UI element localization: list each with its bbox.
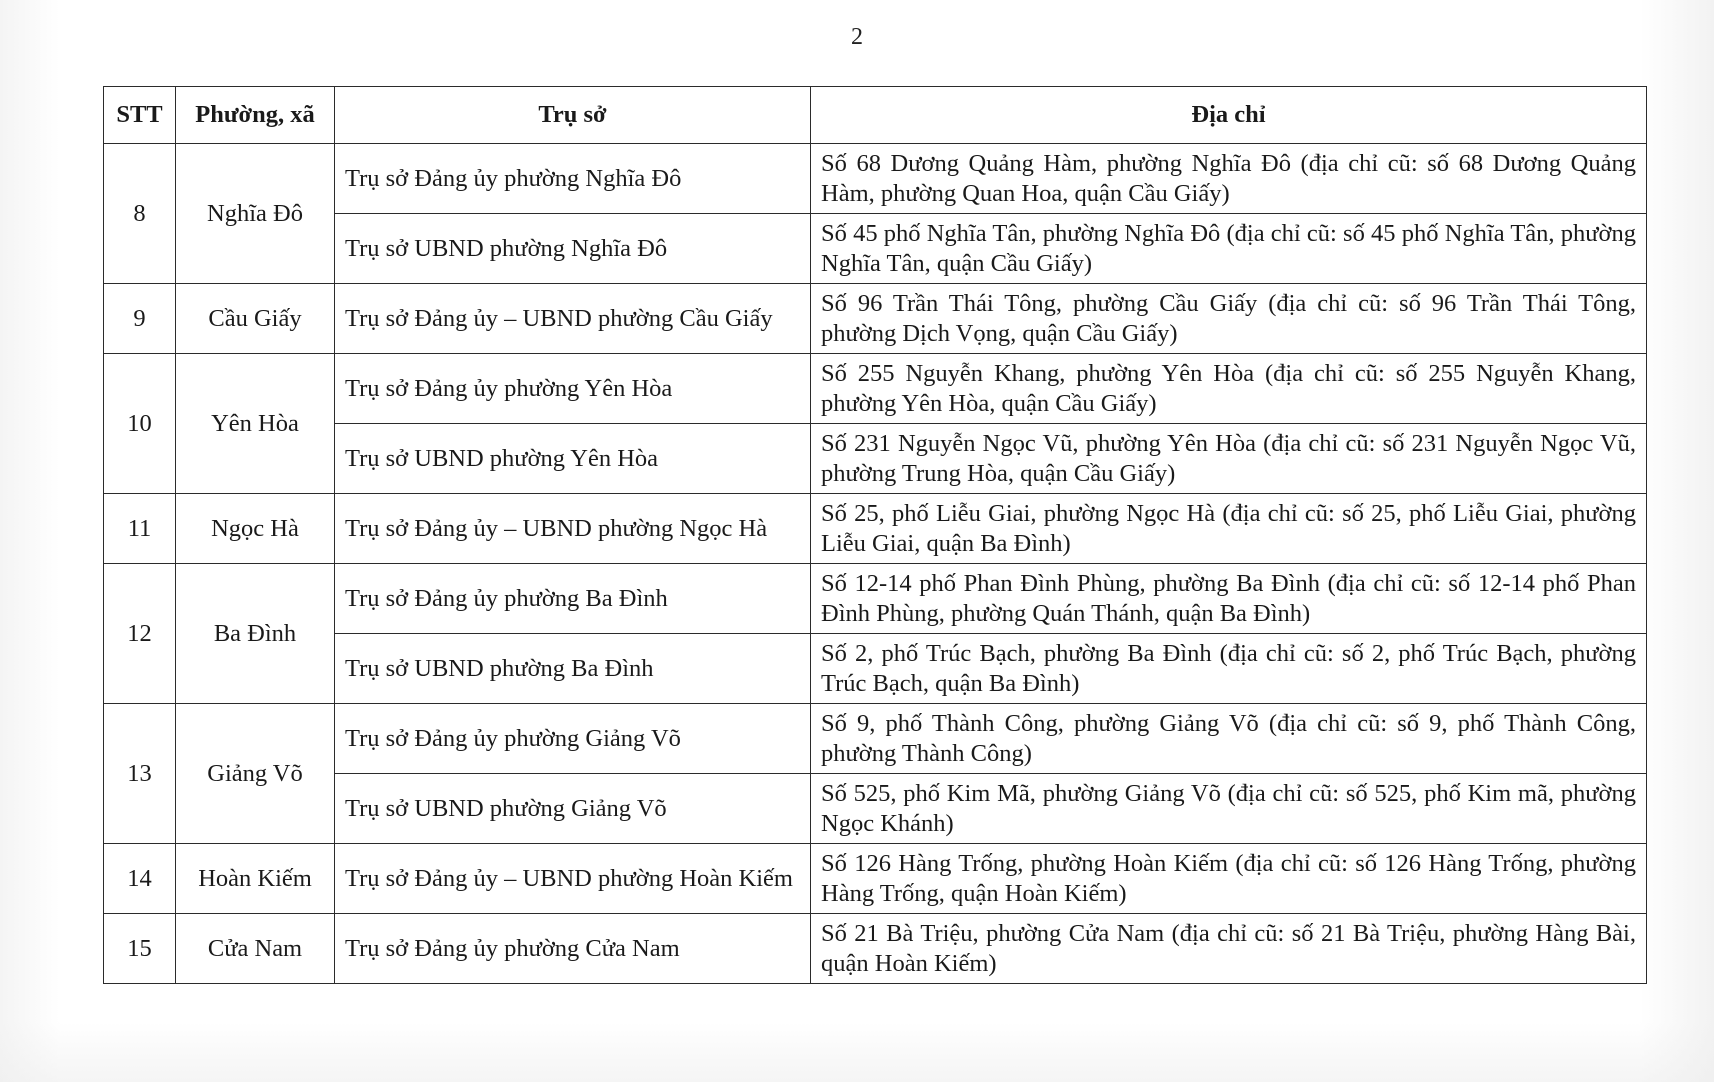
address-cell: Số 21 Bà Triệu, phường Cửa Nam (địa chỉ cũ: số 21 Bà Triệu, phường Hàng Bài, quận Hoàn Kiếm)	[811, 914, 1647, 984]
ward-office-table	[103, 86, 1647, 984]
office-cell: Trụ sở Đảng ủy phường Yên Hòa	[335, 354, 811, 424]
ward-cell: Giảng Võ	[176, 704, 335, 844]
table-row	[104, 704, 1647, 774]
table-row	[104, 774, 1647, 844]
ward-cell: Ba Đình	[176, 564, 335, 704]
office-cell: Trụ sở Đảng ủy – UBND phường Ngọc Hà	[335, 494, 811, 564]
stt-cell: 13	[104, 704, 176, 844]
table-row	[104, 564, 1647, 634]
office-cell: Trụ sở Đảng ủy phường Cửa Nam	[335, 914, 811, 984]
table-row	[104, 914, 1647, 984]
stt-cell: 11	[104, 494, 176, 564]
table-header-row	[104, 87, 1647, 144]
table-row	[104, 214, 1647, 284]
address-cell: Số 25, phố Liễu Giai, phường Ngọc Hà (địa chỉ cũ: số 25, phố Liễu Giai, phường Liễu Giai, quận Ba Đình)	[811, 494, 1647, 564]
address-cell: Số 12-14 phố Phan Đình Phùng, phường Ba Đình (địa chỉ cũ: số 12-14 phố Phan Đình Phùng, phường Quán Thánh, quận Ba Đình)	[811, 564, 1647, 634]
office-cell: Trụ sở UBND phường Yên Hòa	[335, 424, 811, 494]
office-cell: Trụ sở Đảng ủy – UBND phường Cầu Giấy	[335, 284, 811, 354]
office-cell: Trụ sở Đảng ủy phường Giảng Võ	[335, 704, 811, 774]
office-cell: Trụ sở Đảng ủy – UBND phường Hoàn Kiếm	[335, 844, 811, 914]
office-cell: Trụ sở UBND phường Nghĩa Đô	[335, 214, 811, 284]
stt-cell: 10	[104, 354, 176, 494]
table-row	[104, 144, 1647, 214]
address-cell: Số 525, phố Kim Mã, phường Giảng Võ (địa chỉ cũ: số 525, phố Kim mã, phường Ngọc Khánh)	[811, 774, 1647, 844]
page-number: 2	[851, 24, 863, 50]
address-cell: Số 2, phố Trúc Bạch, phường Ba Đình (địa chỉ cũ: số 2, phố Trúc Bạch, phường Trúc Bạch, quận Ba Đình)	[811, 634, 1647, 704]
ward-cell: Nghĩa Đô	[176, 144, 335, 284]
ward-cell: Cầu Giấy	[176, 284, 335, 354]
address-cell: Số 231 Nguyễn Ngọc Vũ, phường Yên Hòa (địa chỉ cũ: số 231 Nguyễn Ngọc Vũ, phường Trung Hòa, quận Cầu Giấy)	[811, 424, 1647, 494]
header-ward: Phường, xã	[176, 87, 335, 144]
office-cell: Trụ sở Đảng ủy phường Nghĩa Đô	[335, 144, 811, 214]
stt-cell: 9	[104, 284, 176, 354]
table-row	[104, 634, 1647, 704]
address-cell: Số 68 Dương Quảng Hàm, phường Nghĩa Đô (địa chỉ cũ: số 68 Dương Quảng Hàm, phường Quan Hoa, quận Cầu Giấy)	[811, 144, 1647, 214]
address-cell: Số 255 Nguyễn Khang, phường Yên Hòa (địa chỉ cũ: số 255 Nguyễn Khang, phường Yên Hòa, quận Cầu Giấy)	[811, 354, 1647, 424]
table-row	[104, 494, 1647, 564]
stt-cell: 15	[104, 914, 176, 984]
table-row	[104, 354, 1647, 424]
address-cell: Số 126 Hàng Trống, phường Hoàn Kiếm (địa chỉ cũ: số 126 Hàng Trống, phường Hàng Trống, quận Hoàn Kiếm)	[811, 844, 1647, 914]
ward-cell: Hoàn Kiếm	[176, 844, 335, 914]
address-cell: Số 45 phố Nghĩa Tân, phường Nghĩa Đô (địa chỉ cũ: số 45 phố Nghĩa Tân, phường Nghĩa Tân, quận Cầu Giấy)	[811, 214, 1647, 284]
stt-cell: 12	[104, 564, 176, 704]
office-cell: Trụ sở Đảng ủy phường Ba Đình	[335, 564, 811, 634]
header-stt: STT	[104, 87, 176, 144]
office-cell: Trụ sở UBND phường Giảng Võ	[335, 774, 811, 844]
office-cell: Trụ sở UBND phường Ba Đình	[335, 634, 811, 704]
table-row	[104, 844, 1647, 914]
address-cell: Số 9, phố Thành Công, phường Giảng Võ (địa chỉ cũ: số 9, phố Thành Công, phường Thành Công)	[811, 704, 1647, 774]
address-cell: Số 96 Trần Thái Tông, phường Cầu Giấy (địa chỉ cũ: số 96 Trần Thái Tông, phường Dịch Vọng, quận Cầu Giấy)	[811, 284, 1647, 354]
header-address: Địa chỉ	[811, 87, 1647, 144]
table-row	[104, 424, 1647, 494]
table-row	[104, 284, 1647, 354]
ward-cell: Cửa Nam	[176, 914, 335, 984]
ward-cell: Yên Hòa	[176, 354, 335, 494]
page-bottom-shade	[0, 1022, 1714, 1082]
header-office: Trụ sở	[335, 87, 811, 144]
ward-cell: Ngọc Hà	[176, 494, 335, 564]
stt-cell: 8	[104, 144, 176, 284]
stt-cell: 14	[104, 844, 176, 914]
